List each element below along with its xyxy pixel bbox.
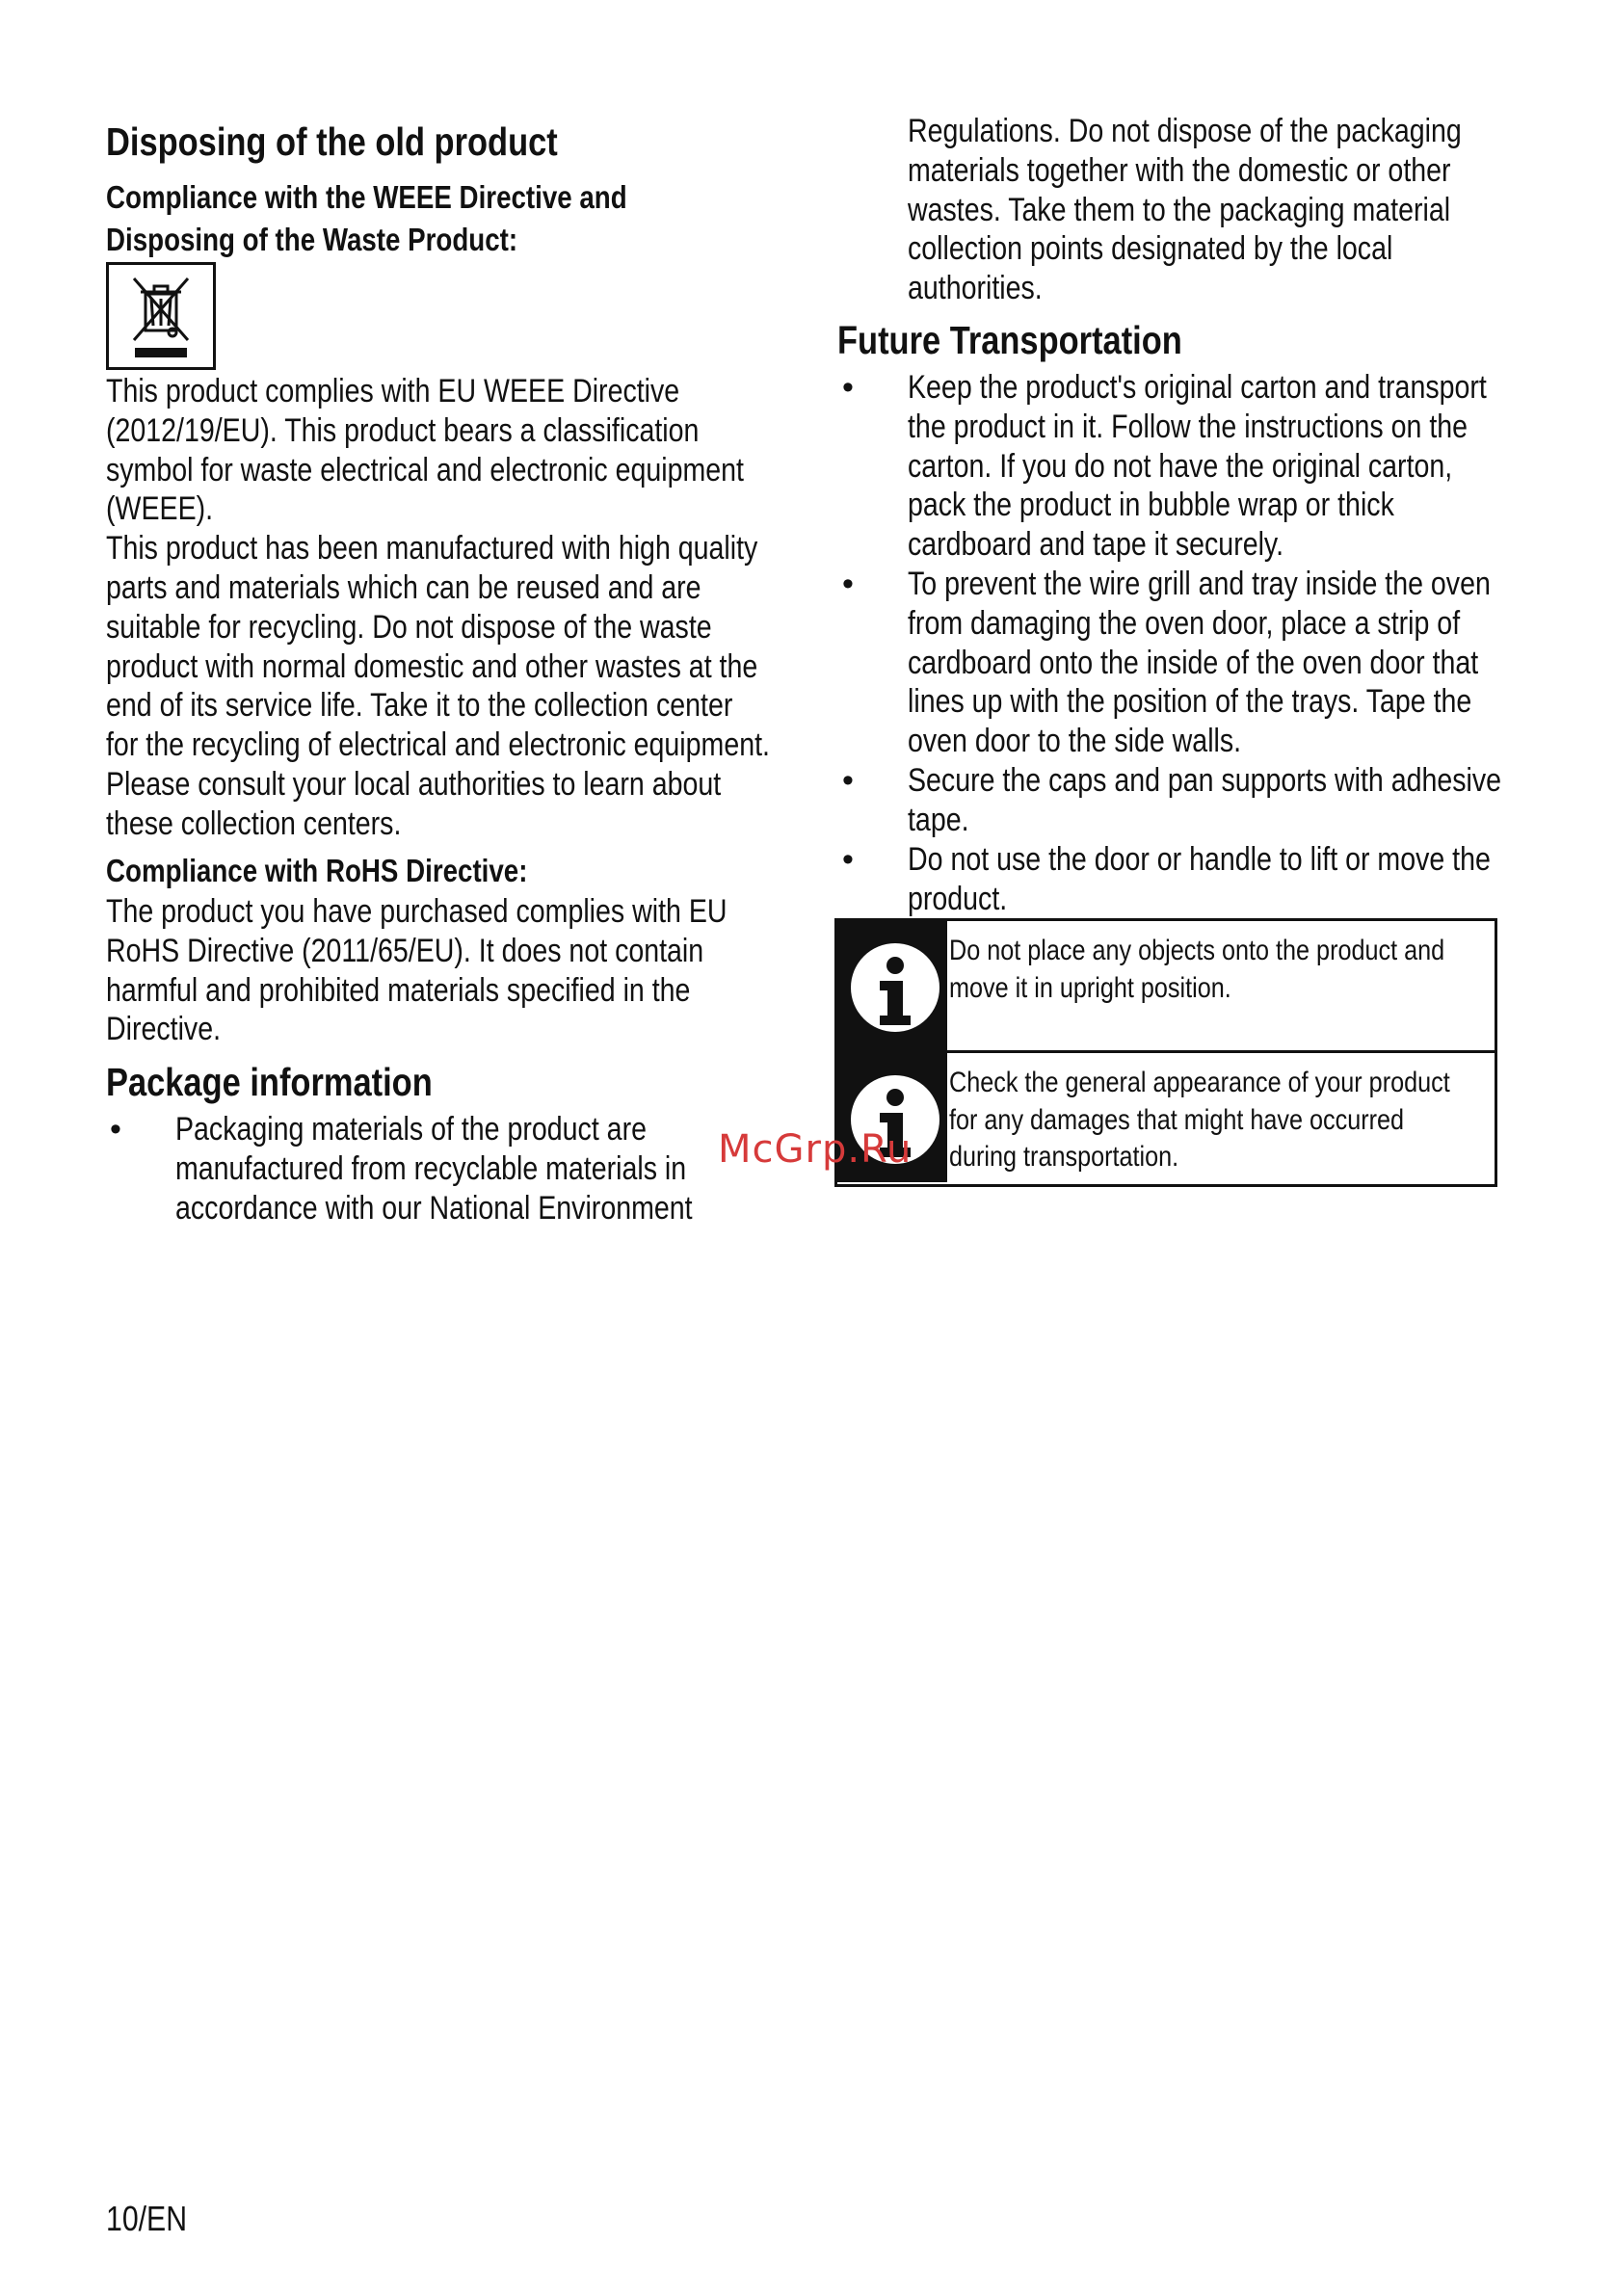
weee-crossed-bin-icon [106,262,216,370]
bullet-dot: • [842,762,854,799]
section-title-package: Package information [106,1060,433,1104]
section-title-disposing: Disposing of the old product [106,119,558,164]
weee-heading: Compliance with the WEEE Directive and Disposing of the Waste Product: [106,179,627,257]
bullet-dot: • [842,566,854,602]
rohs-heading: Compliance with RoHS Directive: [106,853,528,888]
rohs-text: The product you have purchased complies with EU RoHS Directive (2011/65/EU). It does not contain harmful and prohibited materials specified in the Directive. [106,893,728,1048]
info-icon [837,921,947,1050]
info-note-2: Check the general appearance of your product for any damages that might have occurred during transportation. [834,1050,1497,1187]
bullet-dot: • [842,369,854,406]
weee-text: This product complies with EU WEEE Directive (2012/19/EU). This product bears a classification symbol for waste electrical and electronic equipment (WEEE). This product has been manufactured with high quality parts and materials which can be reused and are suitable for recycling. Do not dispose of the waste product with normal domestic and other wastes at the end of its service life. Take it to the collection center for the recycling of electrical and electronic equipment. Please consult your local authorities to learn about these collection centers. [106,373,770,842]
section-title-transport: Future Transportation [837,318,1182,362]
info-note-1: Do not place any objects onto the product and move it in upright position. [834,918,1497,1053]
watermark: McGrp.Ru [718,1127,913,1172]
page-number: 10/EN [106,2199,188,2238]
bullet-dot: • [842,841,854,878]
bullet-dot: • [110,1111,121,1148]
package-continued-text: Regulations. Do not dispose of the packaging materials together with the domestic or other wastes. Take them to the packaging material collection points designated by the local authorities. [908,113,1462,307]
